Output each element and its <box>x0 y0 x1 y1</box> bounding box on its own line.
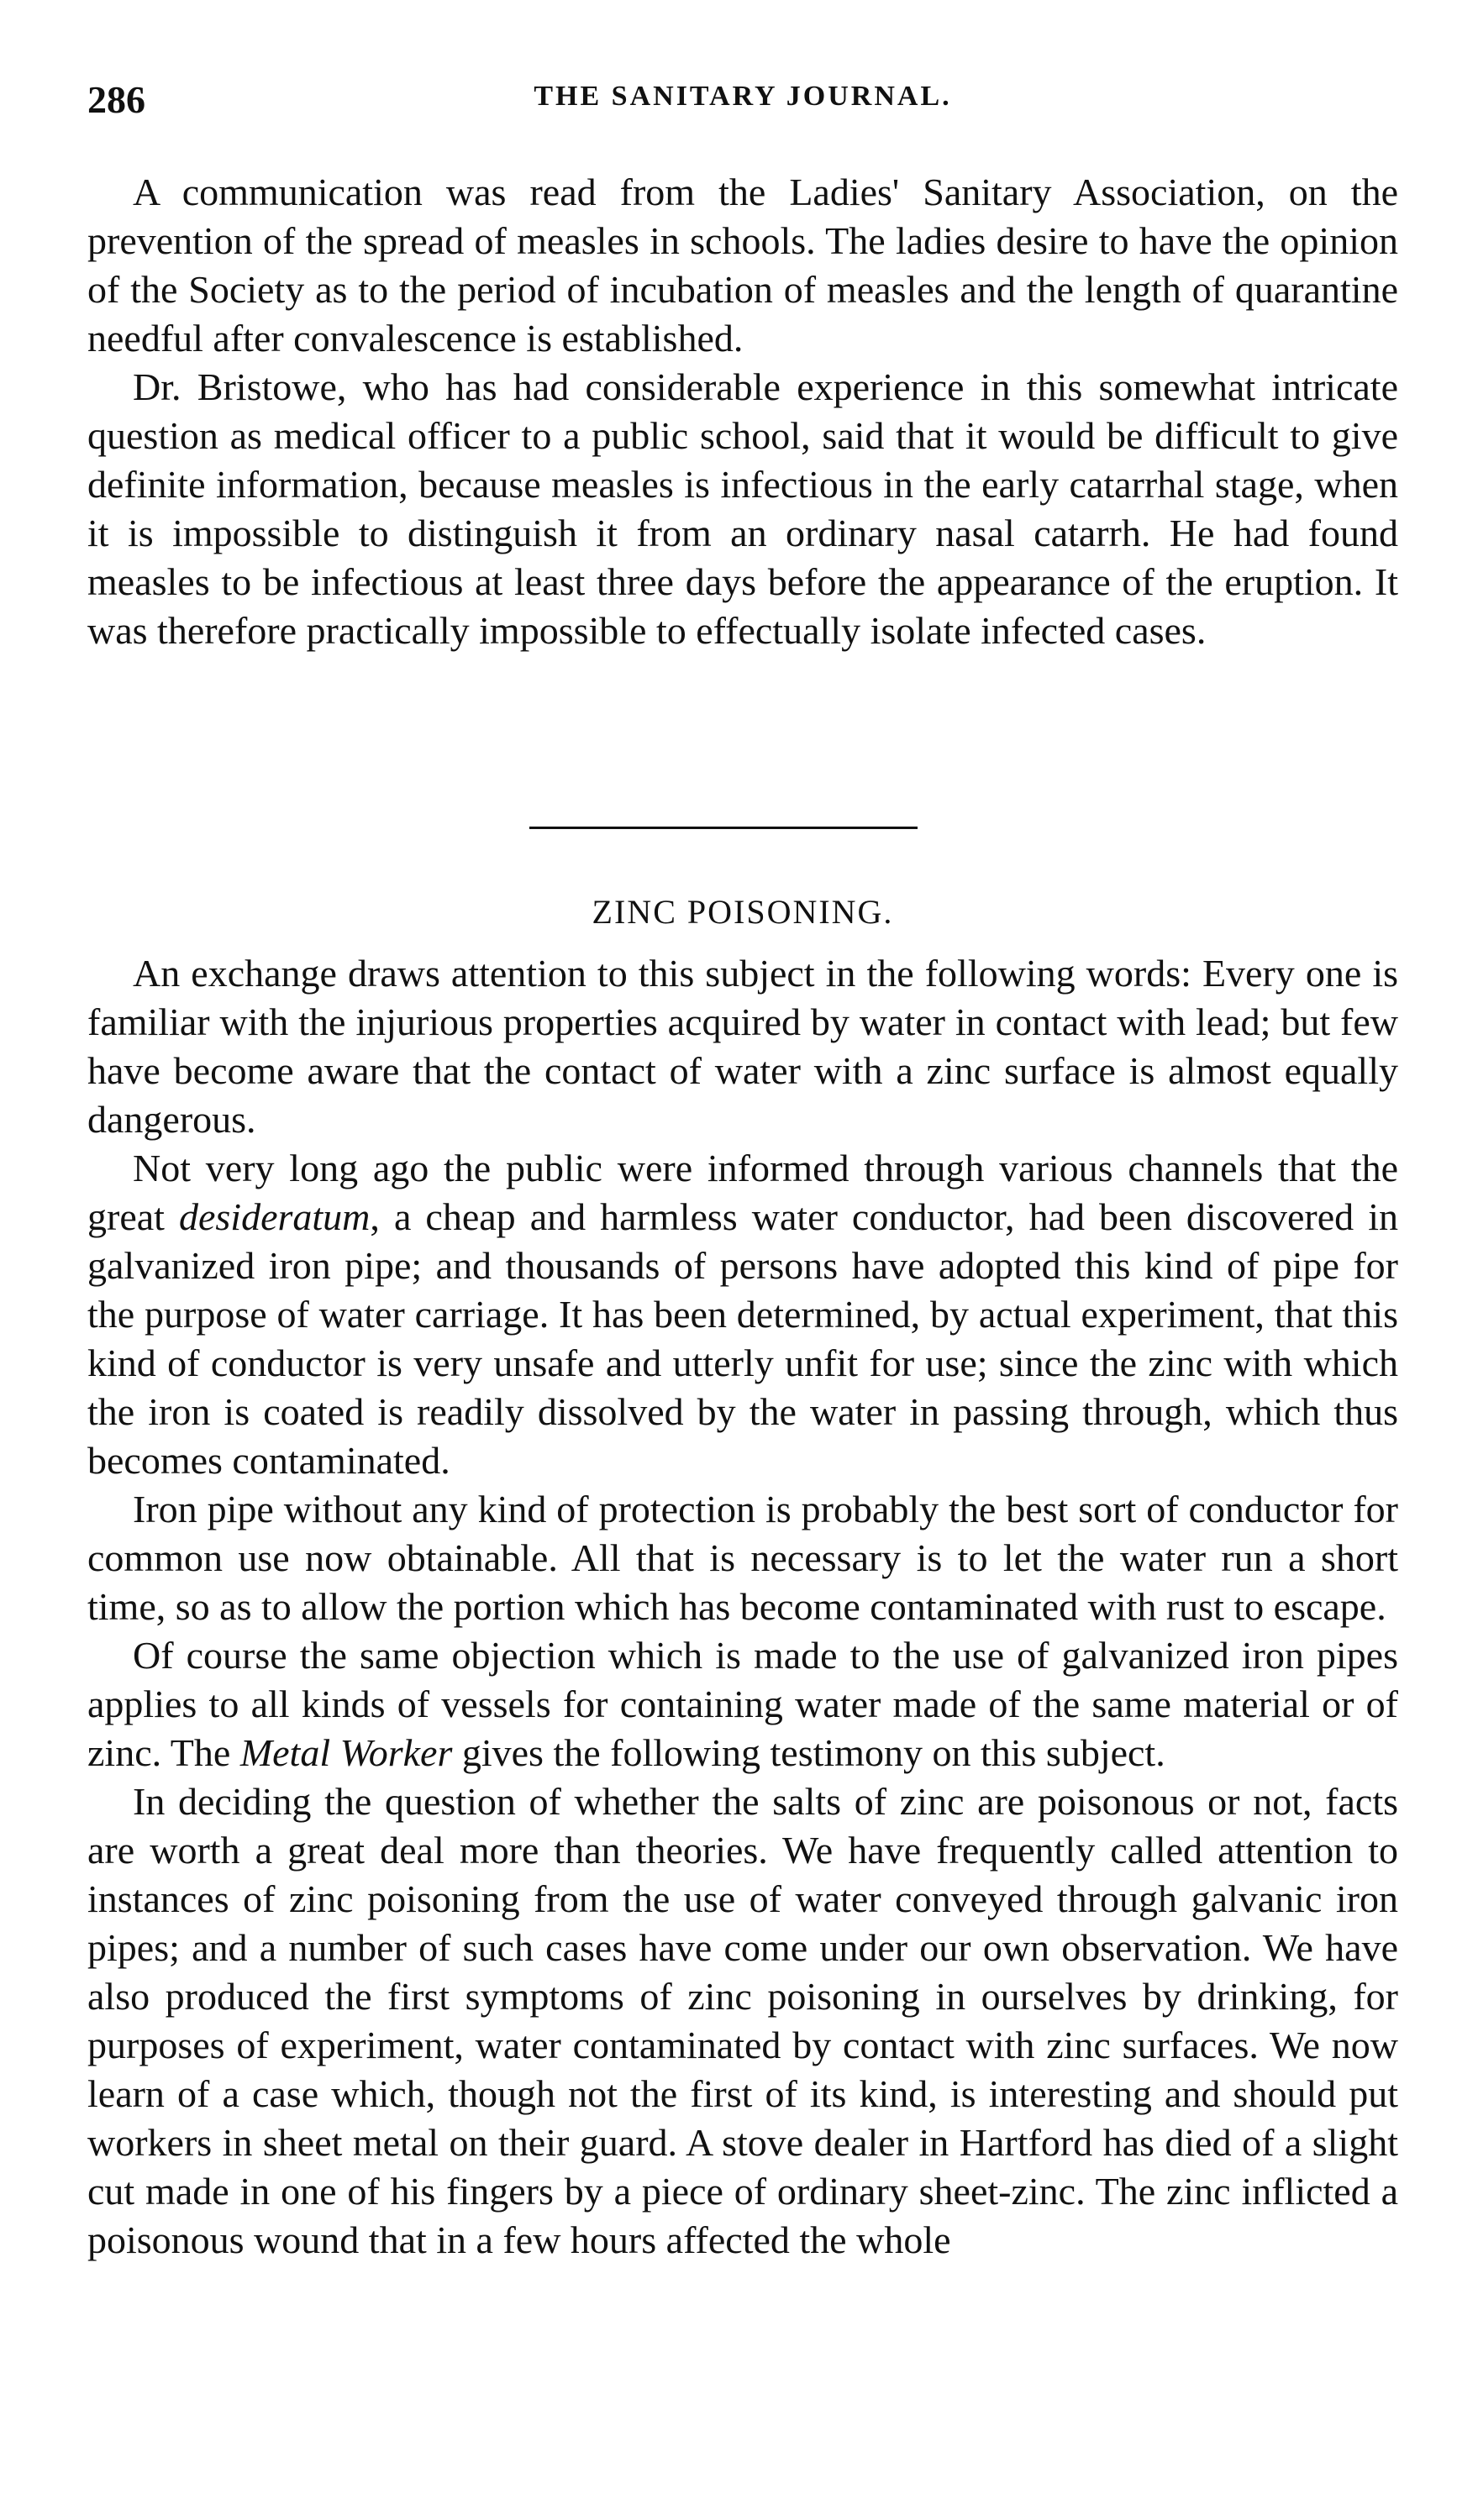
section-title-zinc-poisoning: ZINC POISONING. <box>592 893 894 931</box>
text-segment: , a cheap and harmless water conductor, had been discovered in galvanized iron pipe; and thousands of persons have adopted this kind of pipe for the purpose of water carriage. It has been determined, by actual experiment, that this kind of conductor is very unsafe and utterly unfit for use; since the zinc with which the iron is coated is readily dissolved by the water in passing through, which thus becomes contaminated. <box>87 1195 1398 1482</box>
paragraph-iron-pipe: Iron pipe without any kind of protection is probably the best sort of conductor for common use now obtainable. All that is necessary is to let the water run a short time, so as to allow the portion which has become contaminated with rust to escape. <box>87 1488 1398 1628</box>
text-segment: gives the following testimony on this subject. <box>452 1731 1165 1774</box>
paragraph-dr-bristowe: Dr. Bristowe, who has had considerable experience in this somewhat intricate question as medical officer to a public school, said that it would be difficult to give definite information, because measles is infectious in the early catarrhal stage, when it is impossible to distinguish it from an ordinary nasal catarrh. He had found measles to be infectious at least three days before the appearance of the eruption. It was therefore practically impossible to effectually isolate infected cases. <box>87 365 1398 652</box>
paragraph-galvanized-pipe <box>87 1144 1398 1485</box>
text-segment: Of course the same objection which is made to the use of galvanized iron pipes applies to all kinds of vessels for containing water made of the same material or of zinc. The <box>87 1634 1398 1774</box>
running-title: THE SANITARY JOURNAL. <box>534 81 952 112</box>
paragraph-metal-worker <box>87 1631 1398 1777</box>
page-number: 286 <box>87 78 145 121</box>
paragraph-ladies-association: A communication was read from the Ladies' Sanitary Association, on the prevention of the spread of measles in schools. The ladies desire to have the opinion of the Society as to the period of incubation of measles and the length of quarantine needful after convalescence is established. <box>87 171 1398 360</box>
measles-section <box>87 168 1398 655</box>
paragraph-zinc-salts: In deciding the question of whether the salts of zinc are poisonous or not, facts are worth a great deal more than theories. We have frequently called attention to instances of zinc poisoning from the use of water conveyed through galvanic iron pipes; and a number of such cases have come under our own observation. We have also produced the first symptoms of zinc poisoning in ourselves by drinking, for purposes of experiment, water contaminated by contact with zinc surfaces. We now learn of a case which, though not the first of its kind, is interesting and should put workers in sheet metal on their guard. A stove dealer in Hartford has died of a slight cut made in one of his fingers by a piece of ordinary sheet-zinc. The zinc inflicted a poisonous wound that in a few hours affected the whole <box>87 1780 1398 2261</box>
paragraph-exchange: An exchange draws attention to this subject in the following words: Every one is familiar with the injurious properties acquired by water in contact with lead; but few have become aware that the contact of water with a zinc surface is almost equally dangerous. <box>87 952 1398 1141</box>
text-segment: Not very long ago the public were informed through various channels that the great <box>87 1147 1398 1238</box>
section-divider <box>529 827 918 829</box>
italic-metal-worker: Metal Worker <box>239 1731 453 1774</box>
zinc-poisoning-section <box>87 949 1398 2265</box>
page-header <box>87 77 1398 128</box>
italic-desideratum: desideratum <box>178 1195 371 1238</box>
